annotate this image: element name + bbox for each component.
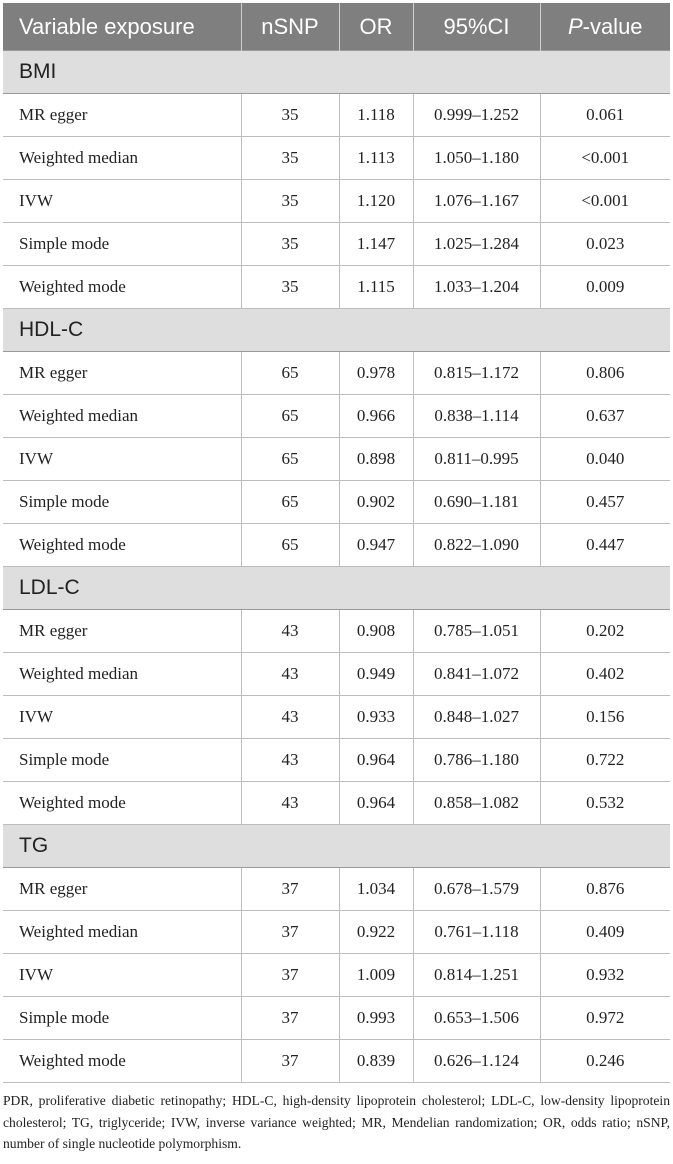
p-value-cell: 0.402 [540, 653, 670, 696]
p-value-cell: 0.023 [540, 223, 670, 266]
group-row [3, 567, 670, 610]
p-value-cell: 0.457 [540, 481, 670, 524]
p-value-cell: 0.061 [540, 94, 670, 137]
group-label: HDL-C [3, 309, 670, 352]
nsnp-cell: 37 [241, 911, 339, 954]
method-cell: MR egger [3, 94, 241, 137]
table-row [3, 997, 670, 1040]
p-value-cell: 0.972 [540, 997, 670, 1040]
group-row [3, 825, 670, 868]
p-value-cell: 0.806 [540, 352, 670, 395]
nsnp-cell: 43 [241, 696, 339, 739]
p-value-cell: 0.009 [540, 266, 670, 309]
ci-cell: 0.690–1.181 [413, 481, 540, 524]
or-cell: 0.902 [339, 481, 413, 524]
nsnp-cell: 65 [241, 481, 339, 524]
nsnp-cell: 65 [241, 524, 339, 567]
ci-cell: 1.033–1.204 [413, 266, 540, 309]
ci-cell: 0.811–0.995 [413, 438, 540, 481]
header-p-suffix: -value [582, 13, 643, 39]
table-row [3, 782, 670, 825]
nsnp-cell: 43 [241, 610, 339, 653]
or-cell: 1.120 [339, 180, 413, 223]
header-95ci: 95%CI [413, 3, 540, 51]
nsnp-cell: 65 [241, 352, 339, 395]
nsnp-cell: 35 [241, 94, 339, 137]
table-row [3, 352, 670, 395]
ci-cell: 0.626–1.124 [413, 1040, 540, 1083]
table-row [3, 481, 670, 524]
table-row [3, 395, 670, 438]
ci-cell: 0.848–1.027 [413, 696, 540, 739]
p-value-cell: <0.001 [540, 180, 670, 223]
method-cell: Weighted median [3, 137, 241, 180]
p-value-cell: 0.532 [540, 782, 670, 825]
method-cell: Simple mode [3, 481, 241, 524]
table-row [3, 868, 670, 911]
or-cell: 0.933 [339, 696, 413, 739]
or-cell: 0.949 [339, 653, 413, 696]
method-cell: Weighted median [3, 395, 241, 438]
table-row [3, 137, 670, 180]
p-value-cell: 0.202 [540, 610, 670, 653]
ci-cell: 0.653–1.506 [413, 997, 540, 1040]
table-row [3, 524, 670, 567]
nsnp-cell: 37 [241, 868, 339, 911]
ci-cell: 1.076–1.167 [413, 180, 540, 223]
method-cell: Weighted median [3, 653, 241, 696]
nsnp-cell: 65 [241, 395, 339, 438]
p-value-cell: 0.246 [540, 1040, 670, 1083]
method-cell: Weighted mode [3, 782, 241, 825]
method-cell: MR egger [3, 352, 241, 395]
table-row [3, 610, 670, 653]
group-row [3, 309, 670, 352]
or-cell: 0.964 [339, 739, 413, 782]
ci-cell: 1.050–1.180 [413, 137, 540, 180]
p-value-cell: 0.932 [540, 954, 670, 997]
ci-cell: 0.815–1.172 [413, 352, 540, 395]
method-cell: Simple mode [3, 997, 241, 1040]
header-p-value [540, 3, 670, 51]
table-row [3, 180, 670, 223]
p-value-cell: 0.637 [540, 395, 670, 438]
or-cell: 1.009 [339, 954, 413, 997]
p-value-cell: 0.447 [540, 524, 670, 567]
method-cell: IVW [3, 696, 241, 739]
ci-cell: 0.786–1.180 [413, 739, 540, 782]
method-cell: Simple mode [3, 739, 241, 782]
header-p-italic: P [567, 13, 583, 39]
table-header [3, 3, 670, 51]
header-or: OR [339, 3, 413, 51]
nsnp-cell: 37 [241, 954, 339, 997]
or-cell: 1.147 [339, 223, 413, 266]
method-cell: MR egger [3, 868, 241, 911]
p-value-cell: 0.040 [540, 438, 670, 481]
nsnp-cell: 43 [241, 739, 339, 782]
or-cell: 0.922 [339, 911, 413, 954]
or-cell: 0.908 [339, 610, 413, 653]
or-cell: 0.966 [339, 395, 413, 438]
nsnp-cell: 65 [241, 438, 339, 481]
ci-cell: 0.814–1.251 [413, 954, 540, 997]
header-nsnp: nSNP [241, 3, 339, 51]
or-cell: 0.993 [339, 997, 413, 1040]
method-cell: Weighted mode [3, 1040, 241, 1083]
ci-cell: 0.858–1.082 [413, 782, 540, 825]
ci-cell: 0.822–1.090 [413, 524, 540, 567]
ci-cell: 0.678–1.579 [413, 868, 540, 911]
p-value-cell: 0.409 [540, 911, 670, 954]
ci-cell: 0.761–1.118 [413, 911, 540, 954]
method-cell: Weighted mode [3, 266, 241, 309]
nsnp-cell: 35 [241, 180, 339, 223]
or-cell: 0.947 [339, 524, 413, 567]
nsnp-cell: 35 [241, 266, 339, 309]
group-label: LDL-C [3, 567, 670, 610]
or-cell: 0.978 [339, 352, 413, 395]
p-value-cell: 0.156 [540, 696, 670, 739]
or-cell: 1.034 [339, 868, 413, 911]
table-row [3, 1040, 670, 1083]
header-row [3, 3, 670, 51]
nsnp-cell: 35 [241, 223, 339, 266]
ci-cell: 0.838–1.114 [413, 395, 540, 438]
table-body [3, 51, 670, 1083]
or-cell: 0.839 [339, 1040, 413, 1083]
table-row [3, 954, 670, 997]
ci-cell: 0.841–1.072 [413, 653, 540, 696]
nsnp-cell: 35 [241, 137, 339, 180]
table-row [3, 739, 670, 782]
table-row [3, 438, 670, 481]
nsnp-cell: 43 [241, 653, 339, 696]
nsnp-cell: 37 [241, 1040, 339, 1083]
p-value-cell: 0.876 [540, 868, 670, 911]
group-row [3, 51, 670, 94]
table-row [3, 223, 670, 266]
or-cell: 0.964 [339, 782, 413, 825]
or-cell: 1.113 [339, 137, 413, 180]
table-row [3, 94, 670, 137]
table-row [3, 653, 670, 696]
method-cell: IVW [3, 954, 241, 997]
table-row [3, 696, 670, 739]
ci-cell: 0.785–1.051 [413, 610, 540, 653]
p-value-cell: <0.001 [540, 137, 670, 180]
method-cell: MR egger [3, 610, 241, 653]
group-label: TG [3, 825, 670, 868]
or-cell: 0.898 [339, 438, 413, 481]
nsnp-cell: 37 [241, 997, 339, 1040]
nsnp-cell: 43 [241, 782, 339, 825]
table-row [3, 266, 670, 309]
table-row [3, 911, 670, 954]
table-footnote: PDR, proliferative diabetic retinopathy; HDL-C, high-density lipoprotein cholesterol; LDL-C, low-density lipoprotein cholesterol; TG, triglyceride; IVW, inverse variance weighted; MR, Mendelian randomization; OR, odds ratio; nSNP, number of single nucleotide polymorphism. [3, 1093, 670, 1151]
method-cell: Simple mode [3, 223, 241, 266]
header-variable-exposure: Variable exposure [3, 3, 241, 51]
or-cell: 1.115 [339, 266, 413, 309]
ci-cell: 1.025–1.284 [413, 223, 540, 266]
group-label: BMI [3, 51, 670, 94]
or-cell: 1.118 [339, 94, 413, 137]
method-cell: Weighted mode [3, 524, 241, 567]
results-table [3, 3, 670, 1083]
ci-cell: 0.999–1.252 [413, 94, 540, 137]
method-cell: IVW [3, 180, 241, 223]
method-cell: Weighted median [3, 911, 241, 954]
p-value-cell: 0.722 [540, 739, 670, 782]
method-cell: IVW [3, 438, 241, 481]
